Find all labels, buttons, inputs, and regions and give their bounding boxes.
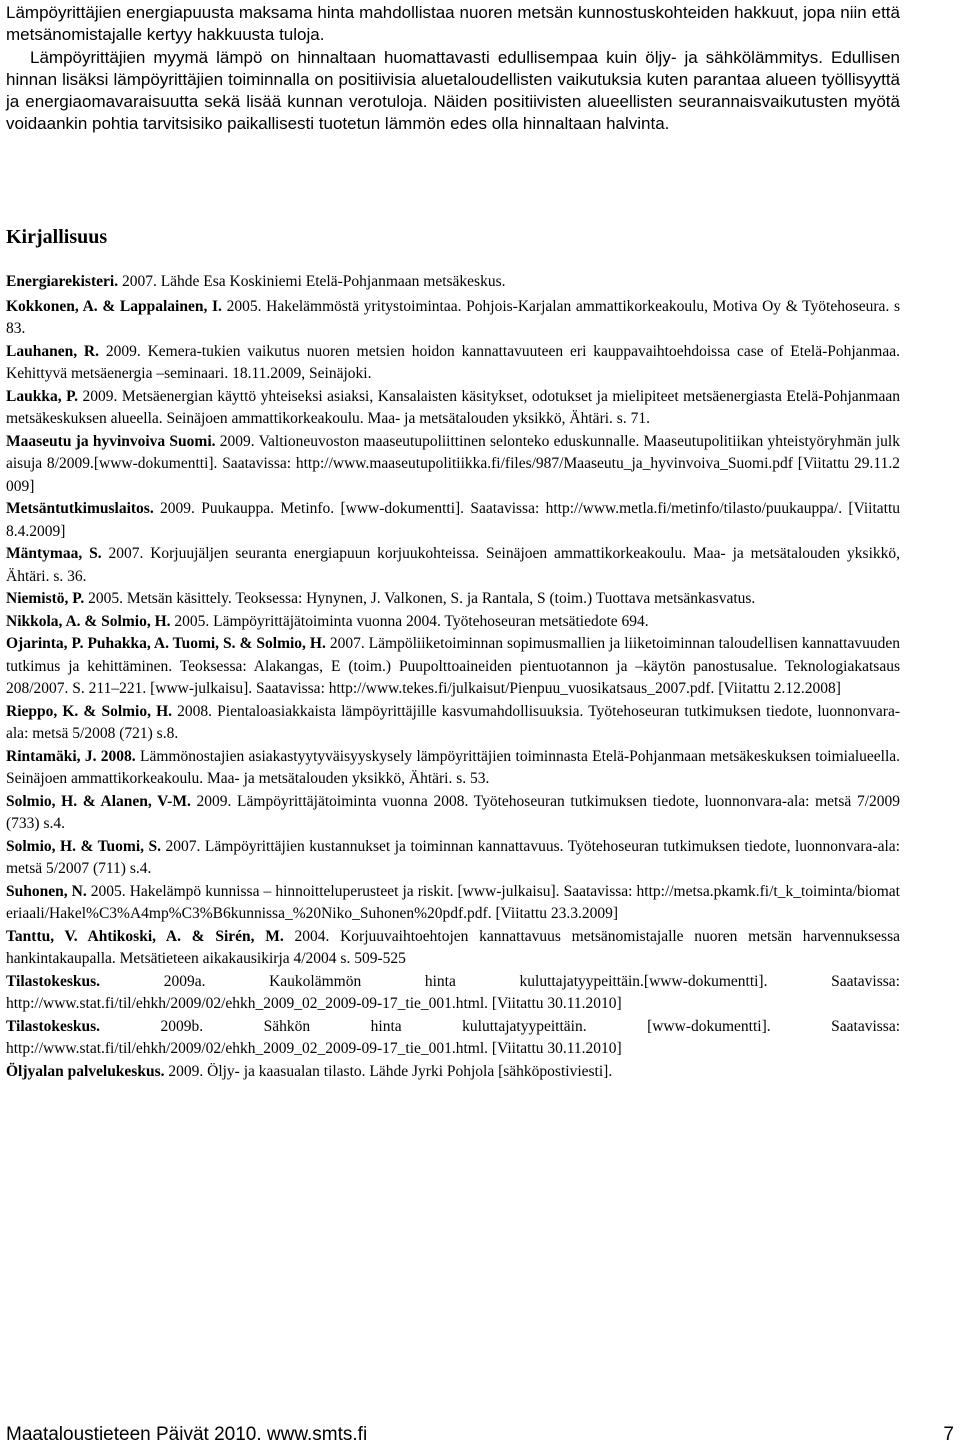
reference-author: Rieppo, K. & Solmio, H. — [6, 702, 173, 720]
reference-details: Lämmönostajien asiakastyytyväisyyskysely lämpöyrittäjien toiminnasta Etelä-Pohjanmaan metsäkeskuksen toimialueella. Seinäjoen ammattikorkeakoulu. Maa- ja metsätalouden yksikkö, Ähtäri. s. 53. — [6, 747, 901, 787]
reference-details: 2007. Korjuujäljen seuranta energiapuun korjuukohteissa. Seinäjoen ammattikorkeakoulu. Maa- ja metsätalouden yksikkö, Ähtäri. s. 36. — [6, 545, 900, 585]
reference-details: 2005. Metsän käsittely. Teoksessa: Hynynen, J. Valkonen, S. ja Rantala, S (toim.) Tuottava metsänkasvatus. — [84, 590, 756, 607]
reference-item — [6, 386, 900, 431]
reference-item — [6, 543, 900, 588]
reference-list — [6, 271, 900, 1083]
reference-author: Kokkonen, A. & Lappalainen, I. — [6, 297, 222, 315]
reference-item — [6, 926, 900, 971]
reference-author: Laukka, P. — [6, 387, 79, 405]
reference-author: Solmio, H. & Alanen, V-M. — [6, 792, 191, 810]
reference-item — [6, 836, 900, 881]
reference-author: Suhonen, N. — [6, 882, 87, 900]
reference-author: Solmio, H. & Tuomi, S. — [6, 837, 162, 855]
reference-author: Metsäntutkimuslaitos. — [6, 500, 154, 517]
reference-details: 2009. Kemera-tukien vaikutus nuoren metsien hoidon kannattavuuteen eri kauppavaihtoehdoissa case of Etelä-Pohjanmaa. Kehittyvä metsäenergia –seminaari. 18.11.2009, Seinäjoki. — [6, 342, 900, 382]
reference-author: Tanttu, V. Ahtikoski, A. & Sirén, M. — [6, 927, 284, 945]
reference-details: 2009b. Sähkön hinta kuluttajatyypeittäin. [www-dokumentti]. Saatavissa: http://www.stat.fi/til/ehkh/2009/02/ehkh_2009_02_2009-09-17_tie_001.html. [Viitattu 30.11.2010] — [6, 1017, 900, 1057]
reference-details: 2004. Korjuuvaihtoehtojen kannattavuus metsänomistajalle nuoren metsän harvennuksessa hankintakaupalla. Metsätieteen aikakausikirja 4/2004 s. 509-525 — [6, 927, 900, 967]
reference-details: 2005. Lämpöyrittäjätoiminta vuonna 2004. Työtehoseuran metsätiedote 694. — [170, 612, 649, 630]
reference-item — [6, 431, 900, 499]
reference-author: Mäntymaa, S. — [6, 545, 102, 562]
reference-details: 2009. Puukauppa. Metinfo. [www-dokumentti]. Saatavissa: http://www.metla.fi/metinfo/tilasto/puukauppa/. [Viitattu 8.4.2009] — [6, 500, 900, 540]
intro-paragraph-2: Lämpöyrittäjien myymä lämpö on hinnaltaan huomattavasti edullisempaa kuin öljy- ja sähkölämmitys. Edullisen hinnan lisäksi lämpöyrittäjien toiminnalla on positiivisia aluetaloudellisten vaikutuksia kuten parantaa alueen työllisyyttä ja energiaomavaraisuutta sekä lisää kunnan verotuloja. Näiden positiivisten alueellisten seurannaisvaikutusten myötä voidaankin pohtia tarvitsisiko paikallisesti tuotetun lämmön edes olla hinnaltaan halvinta. — [6, 47, 900, 134]
reference-item — [6, 341, 900, 386]
reference-details: 2005. Hakelämpö kunnissa – hinnoitteluperusteet ja riskit. [www-julkaisu]. Saatavissa: http://metsa.pkamk.fi/t_k_toiminta/biomateriaali/Hakel%C3%A4mp%C3%B6kunnissa_%20Niko_Suhonen%20pdf.pdf. [Viitattu 23.3.2009] — [6, 882, 900, 922]
page-number: 7 — [943, 1424, 954, 1445]
reference-details: 2009. Metsäenergian käyttö yhteiseksi asiaksi, Kansalaisten käsitykset, odotukset ja mielipiteet metsäenergiasta Etelä-Pohjanmaan metsäkeskuksen alueella. Seinäjoen ammattikorkeakoulu. Maa- ja metsätalouden yksikkö, Ähtäri. s. 71. — [6, 387, 900, 427]
reference-details: 2009. Valtioneuvoston maaseutupoliittinen selonteko eduskunnalle. Maaseutupolitiikan yhteistyöryhmän julkaisuja 8/2009.[www-dokumentti]. Saatavissa: http://www.maaseutupolitiikka.fi/files/987/Maaseutu_ja_hyvinvoiva_Suomi.pdf [Viitattu 29.11.2009] — [6, 432, 900, 495]
reference-details: 2009. Öljy- ja kaasualan tilasto. Lähde Jyrki Pohjola [sähköpostiviesti]. — [164, 1062, 613, 1080]
reference-details: 2008. Pientaloasiakkaista lämpöyrittäjille kasvumahdollisuuksia. Työtehoseuran tutkimuksen tiedote, luonnonvara-ala: metsä 5/2008 (721) s.8. — [6, 702, 900, 742]
references-heading: Kirjallisuus — [6, 226, 108, 248]
reference-item — [6, 701, 900, 746]
reference-item — [6, 971, 900, 1016]
reference-item — [6, 633, 900, 701]
reference-item — [6, 588, 900, 611]
footer-source: Maataloustieteen Päivät 2010. www.smts.fi — [6, 1424, 368, 1445]
reference-author: Energiarekisteri. — [6, 273, 119, 290]
reference-author: Ojarinta, P. Puhakka, A. Tuomi, S. & Solmio, H. — [6, 635, 326, 652]
reference-item — [6, 791, 900, 836]
reference-author: Maaseutu ja hyvinvoiva Suomi. — [6, 432, 216, 450]
reference-item — [6, 271, 900, 294]
reference-item — [6, 1016, 900, 1061]
reference-details: 2007. Lähde Esa Koskiniemi Etelä-Pohjanmaan metsäkeskus. — [118, 273, 506, 290]
reference-author: Öljyalan palvelukeskus. — [6, 1062, 165, 1080]
intro-text — [6, 2, 900, 136]
reference-author: Nikkola, A. & Solmio, H. — [6, 612, 171, 630]
reference-item — [6, 611, 900, 634]
reference-details: 2005. Hakelämmöstä yritystoimintaa. Pohjois-Karjalan ammattikorkeakoulu, Motiva Oy & Työtehoseura. s 83. — [6, 297, 901, 337]
reference-details: 2007. Lämpöyrittäjien kustannukset ja toiminnan kannattavuus. Työtehoseuran tutkimuksen tiedote, luonnonvara-ala: metsä 5/2007 (711) s.4. — [6, 837, 900, 877]
reference-details: 2009. Lämpöyrittäjätoiminta vuonna 2008. Työtehoseuran tutkimuksen tiedote, luonnonvara-ala: metsä 7/2009 (733) s.4. — [6, 792, 900, 832]
reference-author: Tilastokeskus. — [6, 1017, 101, 1035]
reference-author: Niemistö, P. — [6, 590, 85, 607]
reference-details: 2007. Lämpöliiketoiminnan sopimusmallien ja liiketoiminnan taloudellisen kannattavuuden tutkimus ja kehittäminen. Teoksessa: Alakangas, E (toim.) Puupolttoaineiden pientuotannon ja –käytön panostusalue. Teknologiakatsaus 208/2007. S. 211–221. [www-julkaisu]. Saatavissa: http://www.tekes.fi/julkaisut/Pienpuu_vuosikatsaus_2007.pdf. [Viitattu 2.12.2008] — [6, 635, 900, 697]
reference-author: Lauhanen, R. — [6, 342, 99, 360]
reference-author: Rintamäki, J. 2008. — [6, 747, 136, 765]
reference-item — [6, 296, 900, 341]
reference-item — [6, 498, 900, 543]
reference-item — [6, 746, 900, 791]
reference-item — [6, 1061, 900, 1084]
intro-paragraph-1: Lämpöyrittäjien energiapuusta maksama hinta mahdollistaa nuoren metsän kunnostuskohteiden hakkuut, jopa niin että metsänomistajalle kertyy hakkuusta tuloja. — [6, 3, 900, 45]
reference-item — [6, 881, 900, 926]
reference-author: Tilastokeskus. — [6, 972, 101, 990]
reference-details: 2009a. Kaukolämmön hinta kuluttajatyypeittäin.[www-dokumentti]. Saatavissa: http://www.stat.fi/til/ehkh/2009/02/ehkh_2009_02_2009-09-17_tie_001.html. [Viitattu 30.11.2010] — [6, 972, 900, 1012]
